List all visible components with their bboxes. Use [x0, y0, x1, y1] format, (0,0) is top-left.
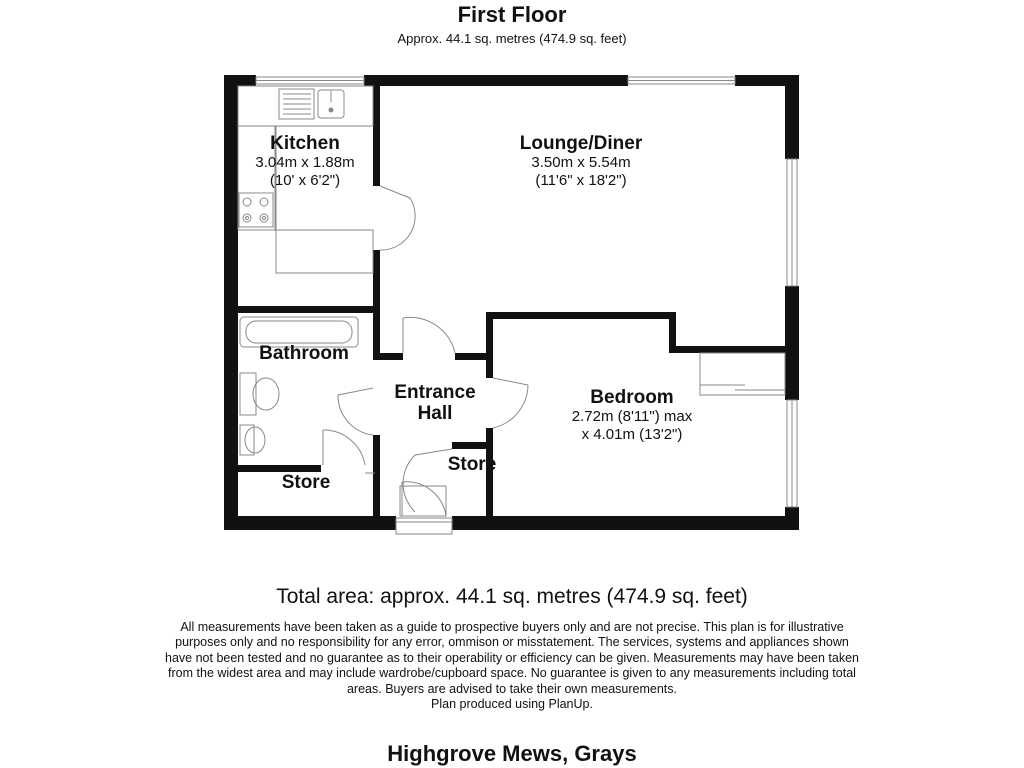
room-kitchen [235, 133, 375, 190]
room-bedroom [532, 387, 732, 444]
wall-right-top [785, 75, 799, 159]
lounge-dimensions-imperial: (11'6" x 18'2") [535, 172, 627, 189]
door-lounge [403, 317, 455, 353]
kitchen-label: Kitchen [270, 133, 340, 154]
wall-store-hall [373, 435, 380, 516]
disclaimer-text: All measurements have been taken as a guide to prospective buyers only and are not precise. This plan is for illustrative purposes only and no responsibility for any error, ommison or misstatement. The services, systems and appliances shown have not been tested and no guarantee as to their operability or efficiency can be given. Measurements may have been taken from the widest area and may include wardrobe/cupboard space. No guarantee is given to any measurements including total areas. Buyers are advised to take their own measurements. [165, 620, 859, 696]
bedroom-dimensions-line2: x 4.01m (13'2") [581, 426, 683, 443]
wall-bedroom-top [486, 312, 676, 319]
kitchen-dimensions-imperial: (10' x 6'2") [269, 172, 341, 189]
total-area: Total area: approx. 44.1 sq. metres (474.9 sq. feet) [276, 585, 748, 608]
toilet-bowl-icon [253, 378, 279, 410]
bedroom-label: Bedroom [590, 387, 674, 408]
bathroom-fixtures [240, 317, 358, 455]
wall-bottom-left [224, 516, 396, 530]
front-door [396, 518, 452, 534]
plan-title: First Floor [457, 2, 567, 27]
door-front [402, 482, 446, 516]
door-kitchen [380, 186, 410, 198]
property-address: Highgrove Mews, Grays [387, 741, 637, 766]
basin-back [240, 425, 254, 455]
door-store-right [403, 455, 415, 512]
disclaimer [160, 620, 864, 712]
hob-icon [239, 193, 273, 227]
wall-bedroom-left-upper [486, 312, 493, 378]
wall-hall-top-left [373, 353, 403, 360]
room-lounge [481, 133, 681, 190]
store-right-label: Store [447, 454, 497, 475]
plan-subtitle: Approx. 44.1 sq. metres (474.9 sq. feet) [397, 31, 627, 46]
toilet-cistern-icon [240, 373, 256, 415]
lounge-label: Lounge/Diner [519, 133, 643, 154]
wall-bedroom-step-top [669, 346, 785, 353]
bathroom-label: Bathroom [259, 343, 349, 364]
store-left-label: Store [281, 472, 331, 493]
wall-bottom-right [452, 516, 799, 530]
wall-kitchen-bathroom [238, 306, 380, 313]
wall-right-middle [785, 286, 799, 400]
wall-top-middle [364, 75, 628, 86]
bedroom-dimensions-line1: 2.72m (8'11") max [571, 408, 693, 425]
kitchen-dimensions: 3.04m x 1.88m [255, 154, 355, 171]
produced-by: Plan produced using PlanUp. [431, 697, 593, 712]
wall-store-top [238, 465, 321, 472]
entrance-hall-label-line2: Hall [417, 403, 453, 424]
basin-icon [245, 427, 265, 453]
wall-kitchen-hall [373, 250, 380, 360]
wall-store-right-top [452, 442, 493, 449]
entrance-hall-label-line1: Entrance [394, 382, 476, 403]
room-entrance-hall [375, 382, 495, 424]
door-bedroom [493, 385, 528, 428]
kitchen-worktop-top [238, 86, 373, 126]
kitchen-worktop-bottom [276, 230, 373, 273]
door-bathroom [338, 395, 373, 435]
door-store-left [323, 430, 365, 465]
lounge-dimensions: 3.50m x 5.54m [531, 154, 631, 171]
